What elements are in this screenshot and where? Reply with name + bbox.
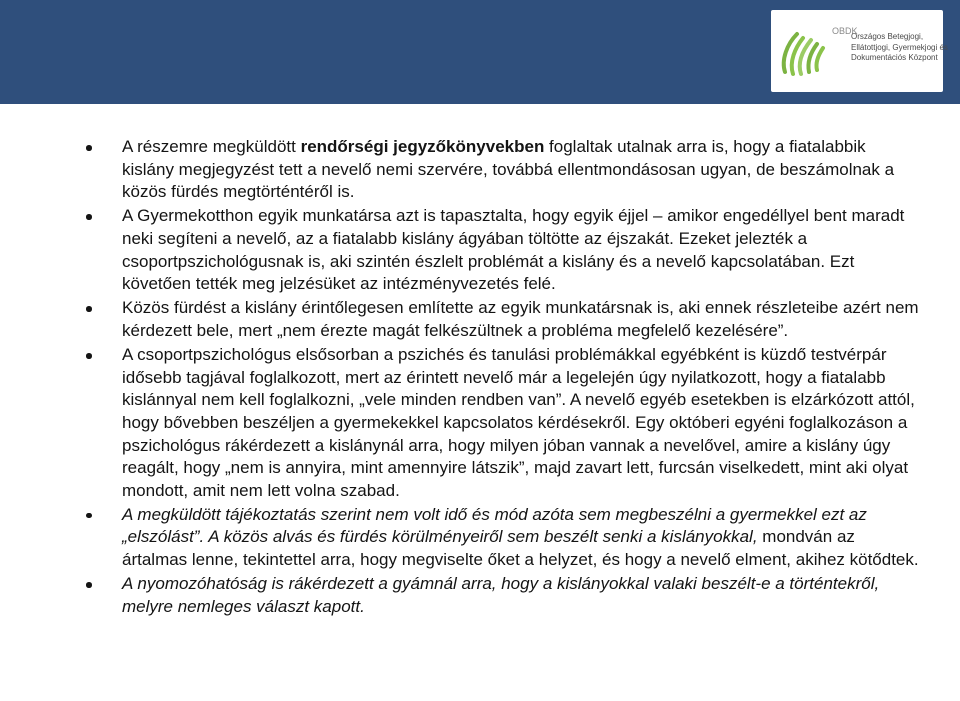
- bullet-dot-icon: [86, 353, 92, 359]
- logo-line-1: Országos Betegjogi,: [851, 32, 924, 41]
- text-segment: foglaltak utalnak arra is, hogy a fiatalabbik kislány megjegyzést tett a nevelő nemi szervére, továbbá ellentmondásosan ugyan, de beszámolnak a közös fürdés megtörténtéről is.: [122, 137, 895, 202]
- text-segment: mondván az ártalmas lenne, tekintettel arra, hogy megviselte őket a helyzet, és hogy a nevelő elment, akihez kötődtek.: [122, 527, 919, 570]
- obdk-letters-text: OBDK: [832, 26, 858, 36]
- obdk-logo-icon: [777, 20, 858, 82]
- bullet-dot-icon: [86, 513, 92, 519]
- text-segment: A csoportpszichológus elsősorban a pszichés és tanulási problémákkal egyébként is küzdő testvérpár idősebb tagjával foglalkozott, mert az érintett nevelő már a legelején úgy nyilatkozott, hogy a fiatalabb kislánnyal nem kell foglalkozni, „vele minden rendben van”. A nevelő egyéb esetekben is elzárkózott attól, hogy bővebben beszéljen a gyermekekkel kapcsolatos kérdésekről. Egy októberi egyéni foglalkozáson a pszichológus rákérdezett a kislánynál arra, hogy milyen jóban vannak a nevelővel, amire a kislány úgy reagált, hogy „nem is annyira, mint amennyire látszik”, majd zavart lett, furcsán viselkedett, mint aki olyat mondott, amit nem lett volna szabad.: [122, 345, 915, 500]
- header-band: [0, 0, 960, 104]
- text-segment: Közös fürdést a kislány érintőlegesen említette az egyik munkatársnak is, aki ennek részleteibe azért nem kérdezett bele, mert „nem érezte magát felkészültnek a probléma megfelelő kezelésére”.: [122, 298, 919, 340]
- bullet-text: [122, 206, 904, 293]
- bullet-dot-icon: [86, 582, 92, 588]
- bullet-item: [0, 297, 960, 342]
- logo-line-2: Ellátottjogi, Gyermekjogi és: [851, 42, 948, 52]
- bold-text-segment: rendőrségi jegyzőkönyvekben: [300, 137, 545, 156]
- bullet-item: [0, 573, 960, 618]
- obdk-logo: [771, 10, 948, 92]
- bullet-text: [122, 137, 894, 201]
- bullet-list: [0, 136, 960, 620]
- bullet-dot-icon: [86, 214, 92, 220]
- obdk-logo-text: [851, 32, 948, 64]
- text-segment: A részemre megküldött: [122, 137, 301, 156]
- bullet-text: [122, 298, 919, 340]
- text-segment: A Gyermekotthon egyik munkatársa azt is tapasztalta, hogy egyik éjjel – amikor engedéllyel bent maradt neki segíteni a nevelő, az a fiatalabb kislány ágyában töltötte az éjszakát. Ezeket jelezték a csoportpszichológusnak is, aki szintén észlelt problémát a kislány és a nevelő kapcsolatában. Ezt követően tették meg jelzésüket az intézményvezetés felé.: [122, 206, 905, 294]
- logo-line-3: Dokumentációs Központ: [851, 53, 938, 62]
- bullet-text: [122, 574, 879, 616]
- bullet-item: [0, 504, 960, 572]
- bullet-text: [122, 345, 915, 500]
- bullet-text: [122, 505, 919, 569]
- italic-text-segment: A megküldött tájékoztatás szerint nem volt idő és mód azóta sem megbeszélni a gyermekkel ezt az „elszólást”. A közös alvás és fürdés körülményeiről sem beszélt senki a kislányokkal,: [122, 504, 867, 547]
- text-segment: A nyomozóhatóság is rákérdezett a gyámnál arra, hogy a kislányokkal valaki beszélt-e a történtekről, melyre nemleges választ kapott.: [122, 574, 880, 616]
- bullet-dot-icon: [86, 306, 92, 312]
- bullet-item: [0, 136, 960, 204]
- bullet-dot-icon: [86, 145, 92, 151]
- bullet-item: [0, 344, 960, 502]
- bullet-item: [0, 205, 960, 295]
